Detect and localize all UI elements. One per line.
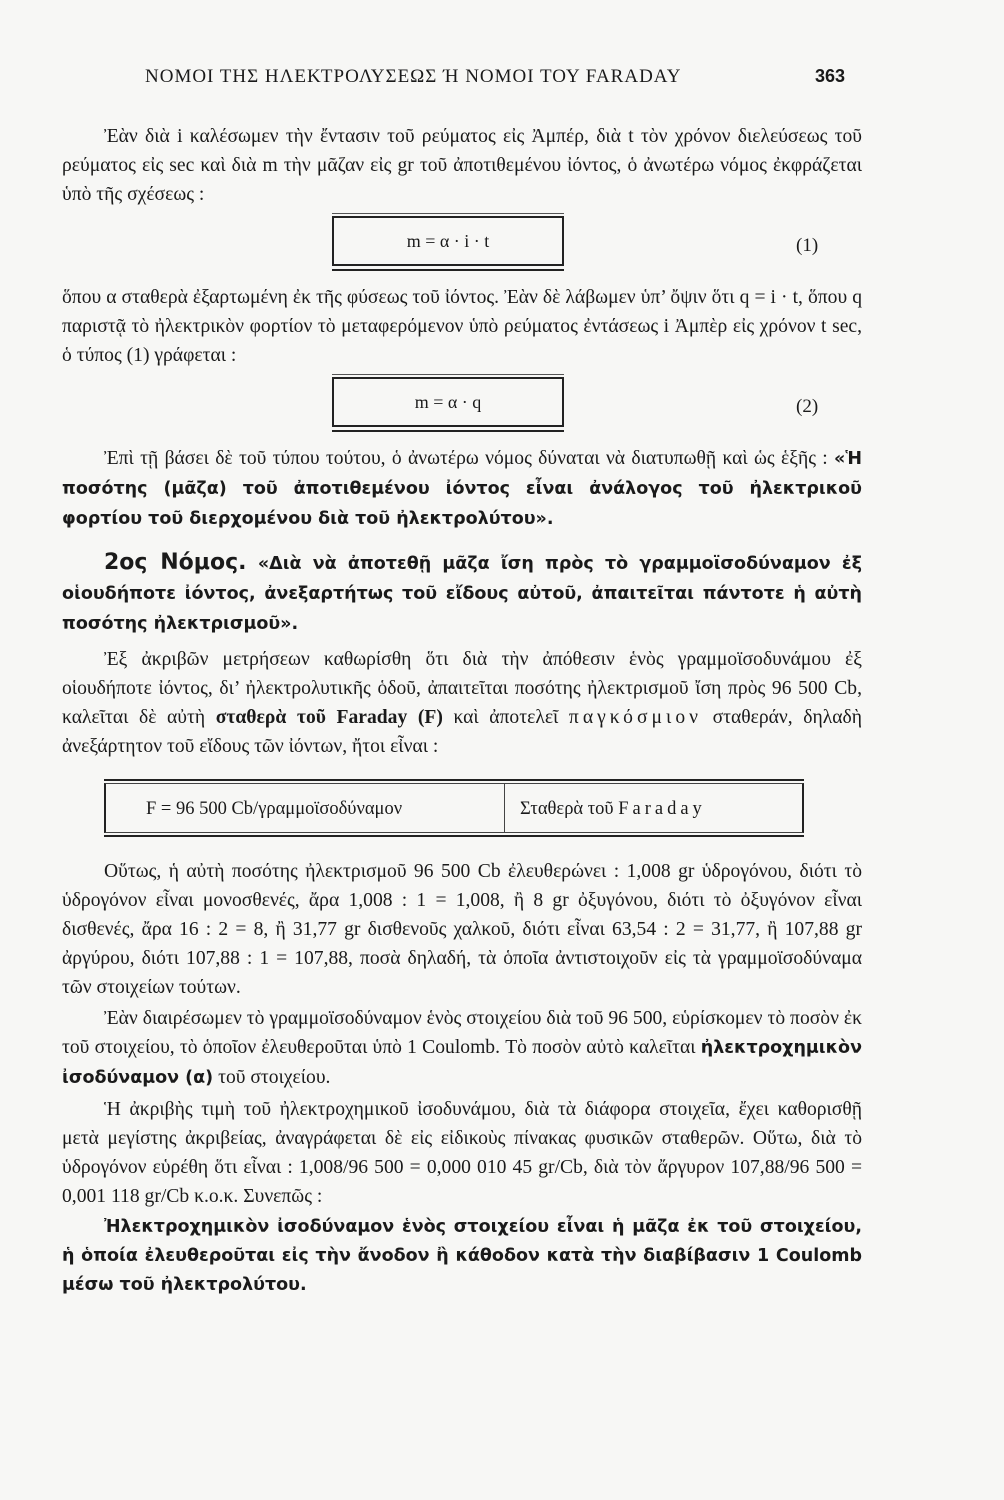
- faraday-constant-term: σταθερὰ τοῦ Faraday (F): [215, 707, 443, 728]
- running-title: ΝΟΜΟΙ ΤΗΣ ΗΛΕΚΤΡΟΛΥΣΕΩΣ Ή ΝΟΜΟΙ ΤΟΥ FARADAY: [145, 66, 682, 87]
- paragraph-3-intro: Ἐπὶ τῇ βάσει δὲ τοῦ τύπου τούτου, ὁ ἀνωτέρω νόμος δύναται νὰ διατυπωθῇ καὶ ὡς ἑξῆς :: [104, 448, 835, 469]
- formula-1-expression: m = α · i · t: [406, 230, 490, 251]
- paragraph-6-part-a: Ἐὰν διαιρέσωμεν τὸ γραμμοϊσοδύναμον ἑνὸς στοιχείου διὰ τοῦ 96 500, εὑρίσκομεν τὸ ποσὸν ἐκ τοῦ στοιχείου, τὸ ὁποῖον ἐλευθεροῦται ὑπὸ 1 Coulomb. Τὸ ποσὸν αὐτὸ καλεῖται: [62, 1008, 862, 1058]
- second-law-text: «Διὰ νὰ ἀποτεθῇ μᾶζα ἴση πρὸς τὸ γραμμοϊσοδύναμον ἐξ οἱουδήποτε ἰόντος, ἀνεξαρτήτως τοῦ εἴδους αὐτοῦ, ἀπαιτεῖται πάντοτε ἡ αὐτὴ ποσότης ἠλεκτρισμοῦ».: [62, 554, 862, 634]
- formula-2-number: (2): [796, 396, 819, 417]
- electrochemical-equivalent-term: ἠλεκτροχημικὸν ἰσοδύναμον (α): [62, 1038, 862, 1088]
- paragraph-4: [62, 645, 862, 761]
- formula-2-expression: m = α · q: [414, 391, 482, 412]
- definition-statement: Ἠλεκτροχημικὸν ἰσοδύναμον ἑνὸς στοιχείου εἶναι ἡ μᾶζα ἐκ τοῦ στοιχείου, ἡ ὁποία ἐλευθεροῦται εἰς τὴν ἄνοδον ἢ κάθοδον κατὰ τὴν διαβίβασιν 1 Coulomb μέσω τοῦ ἠλεκτρολύτου.: [62, 1217, 862, 1295]
- universal-term: παγκόσμιον: [568, 707, 702, 728]
- faraday-value: F = 96 500 Cb/γραμμοϊσοδύναμον: [146, 799, 403, 819]
- paragraph-4-part-a: Ἐξ ἀκριβῶν μετρήσεων καθωρίσθη ὅτι διὰ τὴν ἀπόθεσιν ἑνὸς γραμμοϊσοδυνάμου ἐξ οἱουδήποτε ἰόντος, δι’ ἠλεκτρολυτικῆς ὁδοῦ, ἀπαιτεῖται ποσότης ἠλεκτρισμοῦ ἴση πρὸς 96 500 Cb, καλεῖται δὲ αὐτὴ: [62, 649, 862, 728]
- page-body: [62, 122, 862, 1300]
- page-header: [0, 66, 1004, 96]
- page-number: 363: [815, 66, 846, 86]
- paragraph-3: [62, 444, 862, 534]
- paragraph-1: Ἐὰν διὰ i καλέσωμεν τὴν ἔντασιν τοῦ ρεύματος εἰς Ἀμπέρ, διὰ t τὸν χρόνον διελεύσεως τοῦ ρεύματος εἰς sec καὶ διὰ m τὴν μᾶζαν εἰς gr τοῦ ἀποτιθεμένου ἰόντος, ὁ ἀνωτέρω νόμος ἐκφράζεται ὑπὸ τῆς σχέσεως :: [62, 126, 862, 205]
- formula-1-row: [62, 209, 862, 283]
- faraday-label: [520, 795, 706, 824]
- paragraph-7: Ἡ ἀκριβὴς τιμὴ τοῦ ἠλεκτροχημικοῦ ἰσοδυνάμου, διὰ τὰ διάφορα στοιχεῖα, ἔχει καθορισθῇ μετὰ μεγίστης ἀκριβείας, ἀναγράφεται δὲ εἰς εἰδικοὺς πίνακας φυσικῶν σταθερῶν. Οὕτω, διὰ τὸ ὑδρογόνον εὑρέθη ὅτι εἶναι : 1,008/96 500 = 0,000 010 45 gr/Cb, διὰ τὸν ἄργυρον 107,88/96 500 = 0,001 118 gr/Cb κ.ο.κ. Συνεπῶς :: [62, 1099, 862, 1207]
- formula-2-row: [62, 370, 862, 444]
- paragraph-4-part-c: καὶ ἀποτελεῖ: [442, 707, 569, 728]
- faraday-constant-box: [104, 783, 804, 833]
- paragraph-2: ὅπου α σταθερὰ ἐξαρτωμένη ἐκ τῆς φύσεως τοῦ ἰόντος. Ἐὰν δὲ λάβωμεν ὑπ’ ὄψιν ὅτι q = i · t, ὅπου q παριστᾷ τὸ ἠλεκτρικὸν φορτίον τὸ μεταφερόμενον ὑπὸ ρεύματος ἐντάσεως i Ἀμπὲρ εἰς χρόνον t sec, ὁ τύπος (1) γράφεται :: [62, 287, 862, 366]
- faraday-label-prefix: Σταθερὰ τοῦ: [520, 799, 619, 819]
- formula-1-box: [332, 216, 564, 266]
- paragraph-3-law-statement: «Ἡ ποσότης (μᾶζα) τοῦ ἀποτιθεμένου ἰόντος εἶναι ἀνάλογος τοῦ ἠλεκτρικοῦ φορτίου τοῦ διερχομένου διὰ τοῦ ἠλεκτρολύτου».: [62, 449, 862, 529]
- paragraph-5: Οὕτως, ἡ αὐτὴ ποσότης ἠλεκτρισμοῦ 96 500 Cb ἐλευθερώνει : 1,008 gr ὑδρογόνου, διότι τὸ ὑδρογόνον εἶναι μονοσθενές, ἄρα 1,008 : 1 = 1,008, ἢ 8 gr ὀξυγόνου, διότι τὸ ὀξυγόνον εἶναι δισθενές, ἄρα 16 : 2 = 8, ἢ 31,77 gr δισθενοῦς χαλκοῦ, διότι εἶναι 63,54 : 2 = 31,77, ἢ 107,88 gr ἀργύρου, διότι 107,88 : 1 = 107,88, ποσὰ δηλαδή, τὰ ὁποῖα ἀντιστοιχοῦν εἰς τὰ γραμμοϊσοδύναμα τῶν στοιχείων τούτων.: [62, 861, 862, 998]
- faraday-label-name: Faraday: [618, 799, 706, 819]
- formula-1-number: (1): [796, 235, 819, 256]
- second-law-label: 2ος Νόμος.: [104, 550, 247, 575]
- formula-2-box: [332, 377, 564, 427]
- paragraph-4-part-e: σταθεράν, δηλαδὴ ἀνεξάρτητον τοῦ εἴδους τῶν ἰόντων, ἤτοι εἶναι :: [62, 707, 862, 757]
- faraday-box-divider: [504, 784, 505, 832]
- paragraph-6-part-c: τοῦ στοιχείου.: [213, 1067, 331, 1088]
- second-law: [62, 548, 862, 639]
- paragraph-6: [62, 1004, 862, 1093]
